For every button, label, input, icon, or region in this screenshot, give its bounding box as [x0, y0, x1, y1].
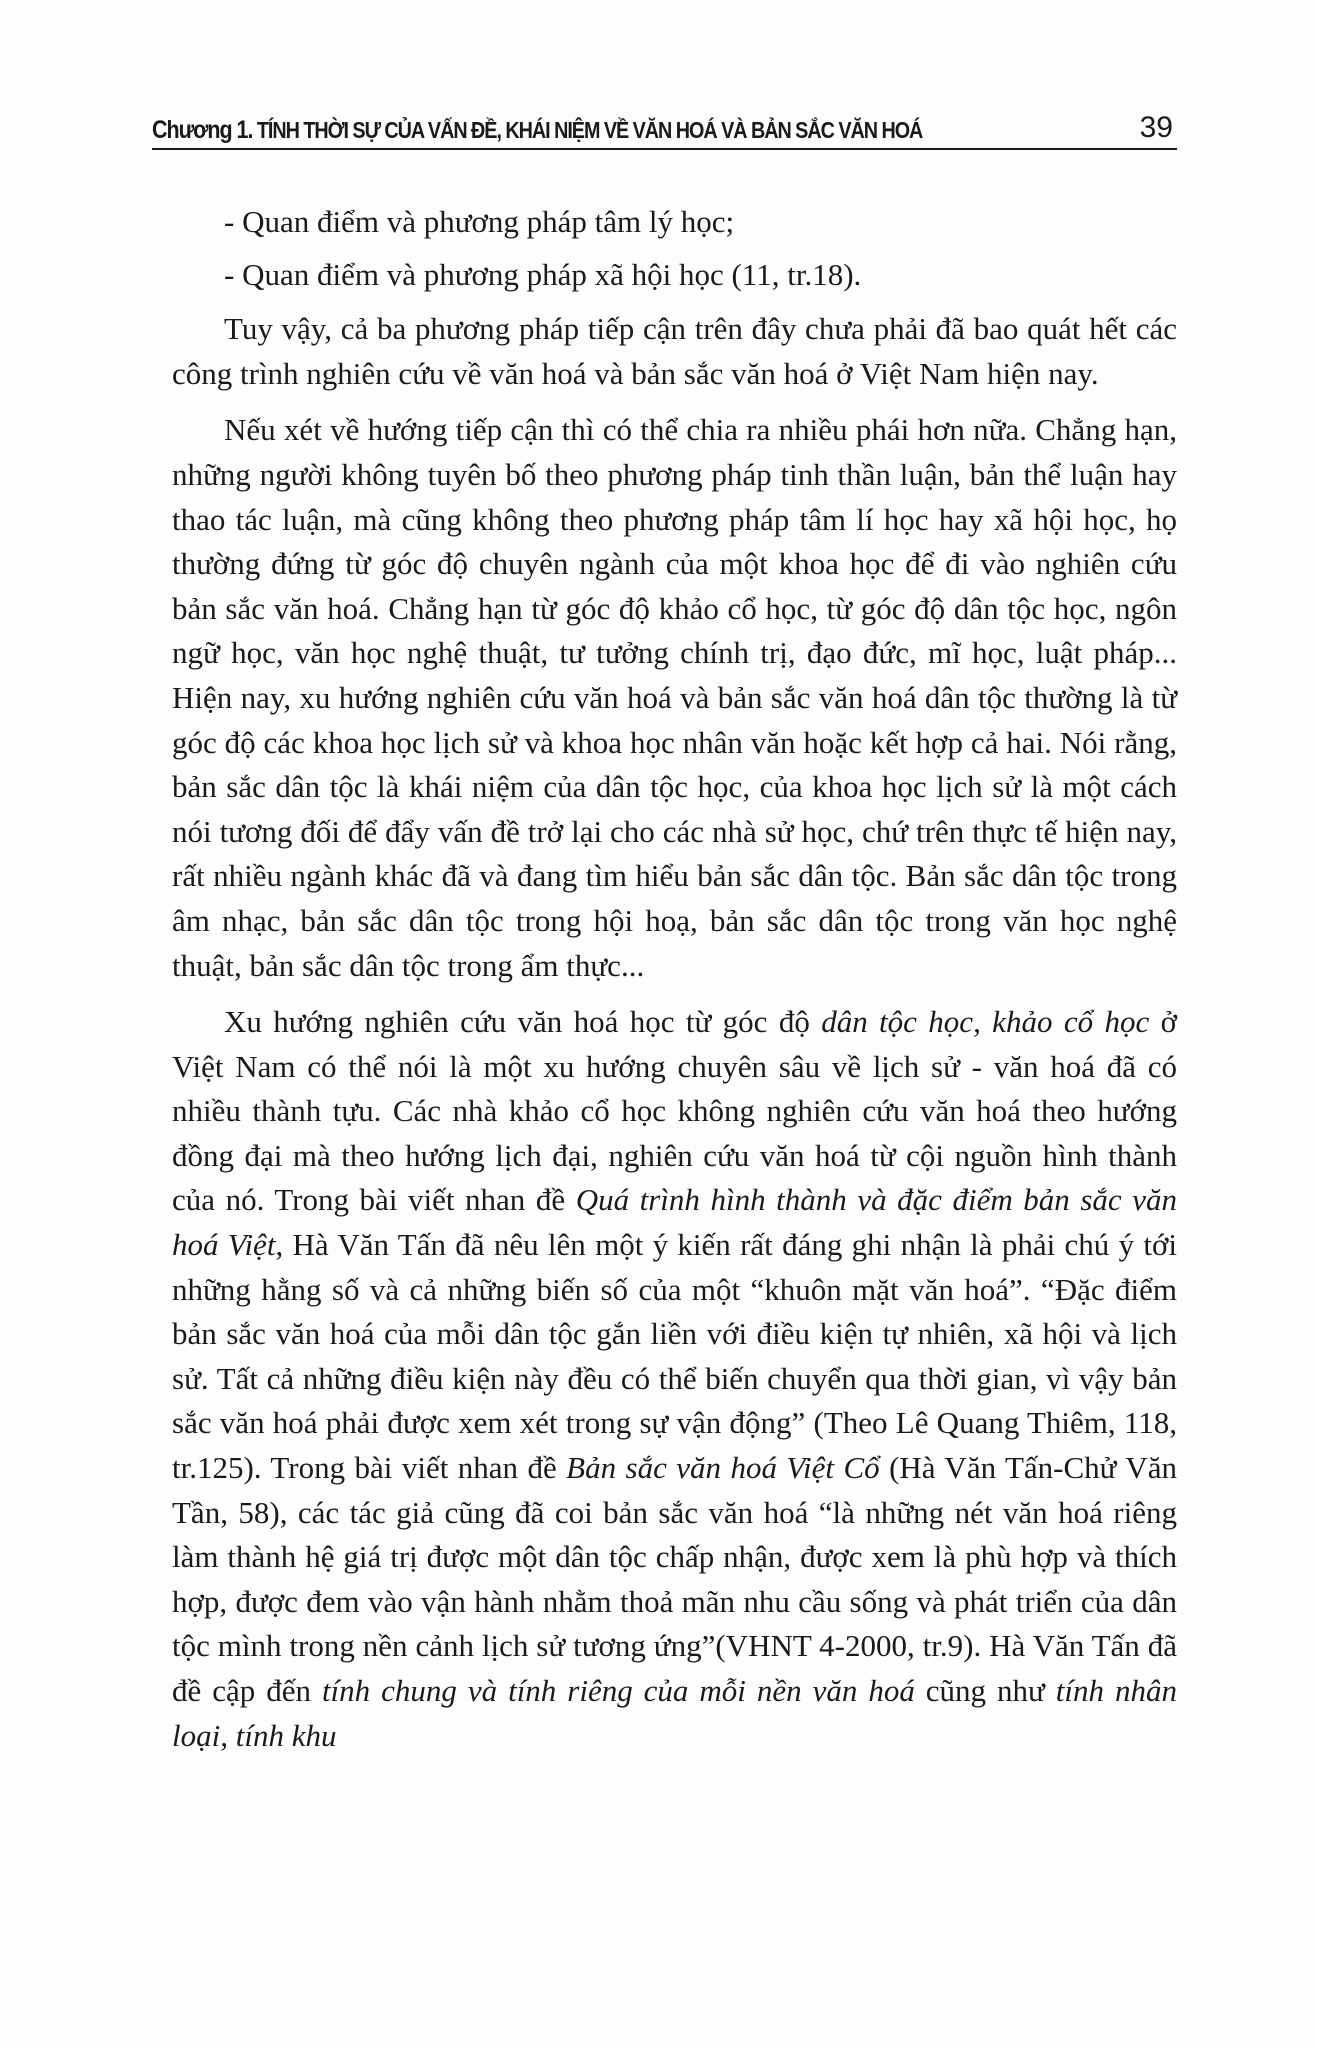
italic-text: Bản sắc văn hoá Việt Cổ: [566, 1450, 880, 1486]
bullet-item: - Quan điểm và phương pháp xã hội học (11, tr.18).: [224, 256, 862, 292]
text-segment: Xu hướng nghiên cứu văn hoá học từ góc độ: [224, 1004, 822, 1040]
chapter-label: Chương 1.: [152, 116, 253, 144]
italic-text: dân tộc học, khảo cổ học: [821, 1004, 1150, 1040]
text-segment: ở Việt Nam có thể nói là một xu hướng chuyên sâu về lịch sử - văn hoá đã có nhiều thành tựu. Các nhà khảo cổ học không nghiên cứu văn hoá theo hướng đồng đại mà theo hướng lịch đại, nghiên cứu văn hoá từ cội nguồn hình thành của nó. Trong bài viết nhan đề: [172, 1004, 1177, 1218]
text-segment: Nếu xét về hướng tiếp cận thì có thể chia ra nhiều phái hơn nữa. Chẳng hạn, những người không tuyên bố theo phương pháp tinh thần luận, bản thể luận hay thao tác luận, mà cũng không theo phương pháp tâm lí học hay xã hội học, họ thường đứng từ góc độ chuyên ngành của một khoa học để đi vào nghiên cứu bản sắc văn hoá. Chẳng hạn từ góc độ khảo cổ học, từ góc độ dân tộc học, ngôn ngữ học, văn học nghệ thuật, tư tưởng chính trị, đạo đức, mĩ học, luật pháp... Hiện nay, xu hướng nghiên cứu văn hoá và bản sắc văn hoá dân tộc thường là từ góc độ các khoa học lịch sử và khoa học nhân văn hoặc kết hợp cả hai. Nói rằng, bản sắc dân tộc là khái niệm của dân tộc học, của khoa học lịch sử là một cách nói tương đối để đẩy vấn đề trở lại cho các nhà sử học, chứ trên thực tế hiện nay, rất nhiều ngành khác đã và đang tìm hiểu bản sắc dân tộc. Bản sắc dân tộc trong âm nhạc, bản sắc dân tộc trong hội hoạ, bản sắc dân tộc trong văn học nghệ thuật, bản sắc dân tộc trong ẩm thực...: [172, 412, 1177, 983]
paragraph: [172, 1000, 1177, 1758]
italic-text: Quá trình hình thành và đặc điểm bản sắc văn hoá Việt: [172, 1182, 1177, 1263]
text-segment: , Hà Văn Tấn đã nêu lên một ý kiến rất đáng ghi nhận là phải chú ý tới những hằng số và cả những biến số của một “khuôn mặt văn hoá”. “Đặc điểm bản sắc văn hoá của mỗi dân tộc gắn liền với điều kiện tự nhiên, xã hội và lịch sử. Tất cả những điều kiện này đều có thể biến chuyển qua thời gian, vì vậy bản sắc văn hoá phải được xem xét trong sự vận động” (Theo Lê Quang Thiêm, 118, tr.125). Trong bài viết nhan đề: [172, 1227, 1177, 1486]
body-text: [172, 200, 1177, 1758]
italic-text: tính nhân loại, tính khu: [172, 1673, 1177, 1753]
bullet-item: - Quan điểm và phương pháp tâm lý học;: [224, 204, 735, 239]
paragraph: [172, 307, 1177, 396]
chapter-heading: [152, 116, 922, 145]
text-segment: Tuy vậy, cả ba phương pháp tiếp cận trên đây chưa phải đã bao quát hết các công trình nghiên cứu về văn hoá và bản sắc văn hoá ở Việt Nam hiện nay.: [172, 311, 1177, 391]
italic-text: tính chung và tính riêng của mỗi nền văn hoá: [321, 1673, 915, 1708]
paragraph: [172, 408, 1177, 988]
text-segment: cũng như: [914, 1673, 1056, 1708]
running-header: [152, 108, 1177, 150]
chapter-title: TÍNH THỜI SỰ CỦA VẤN ĐỀ, KHÁI NIỆM VỀ VĂN HOÁ VÀ BẢN SẮC VĂN HOÁ: [252, 117, 923, 143]
page-number: 39: [1139, 111, 1173, 144]
text-segment: (Hà Văn Tấn-Chử Văn Tần, 58), các tác giả cũng đã coi bản sắc văn hoá “là những nét văn hoá riêng làm thành hệ giá trị được một dân tộc chấp nhận, được xem là phù hợp và thích hợp, được đem vào vận hành nhằm thoả mãn nhu cầu sống và phát triển của dân tộc mình trong nền cảnh lịch sử tương ứng”(VHNT 4-2000, tr.9). Hà Văn Tấn đã đề cập đến: [172, 1450, 1177, 1708]
